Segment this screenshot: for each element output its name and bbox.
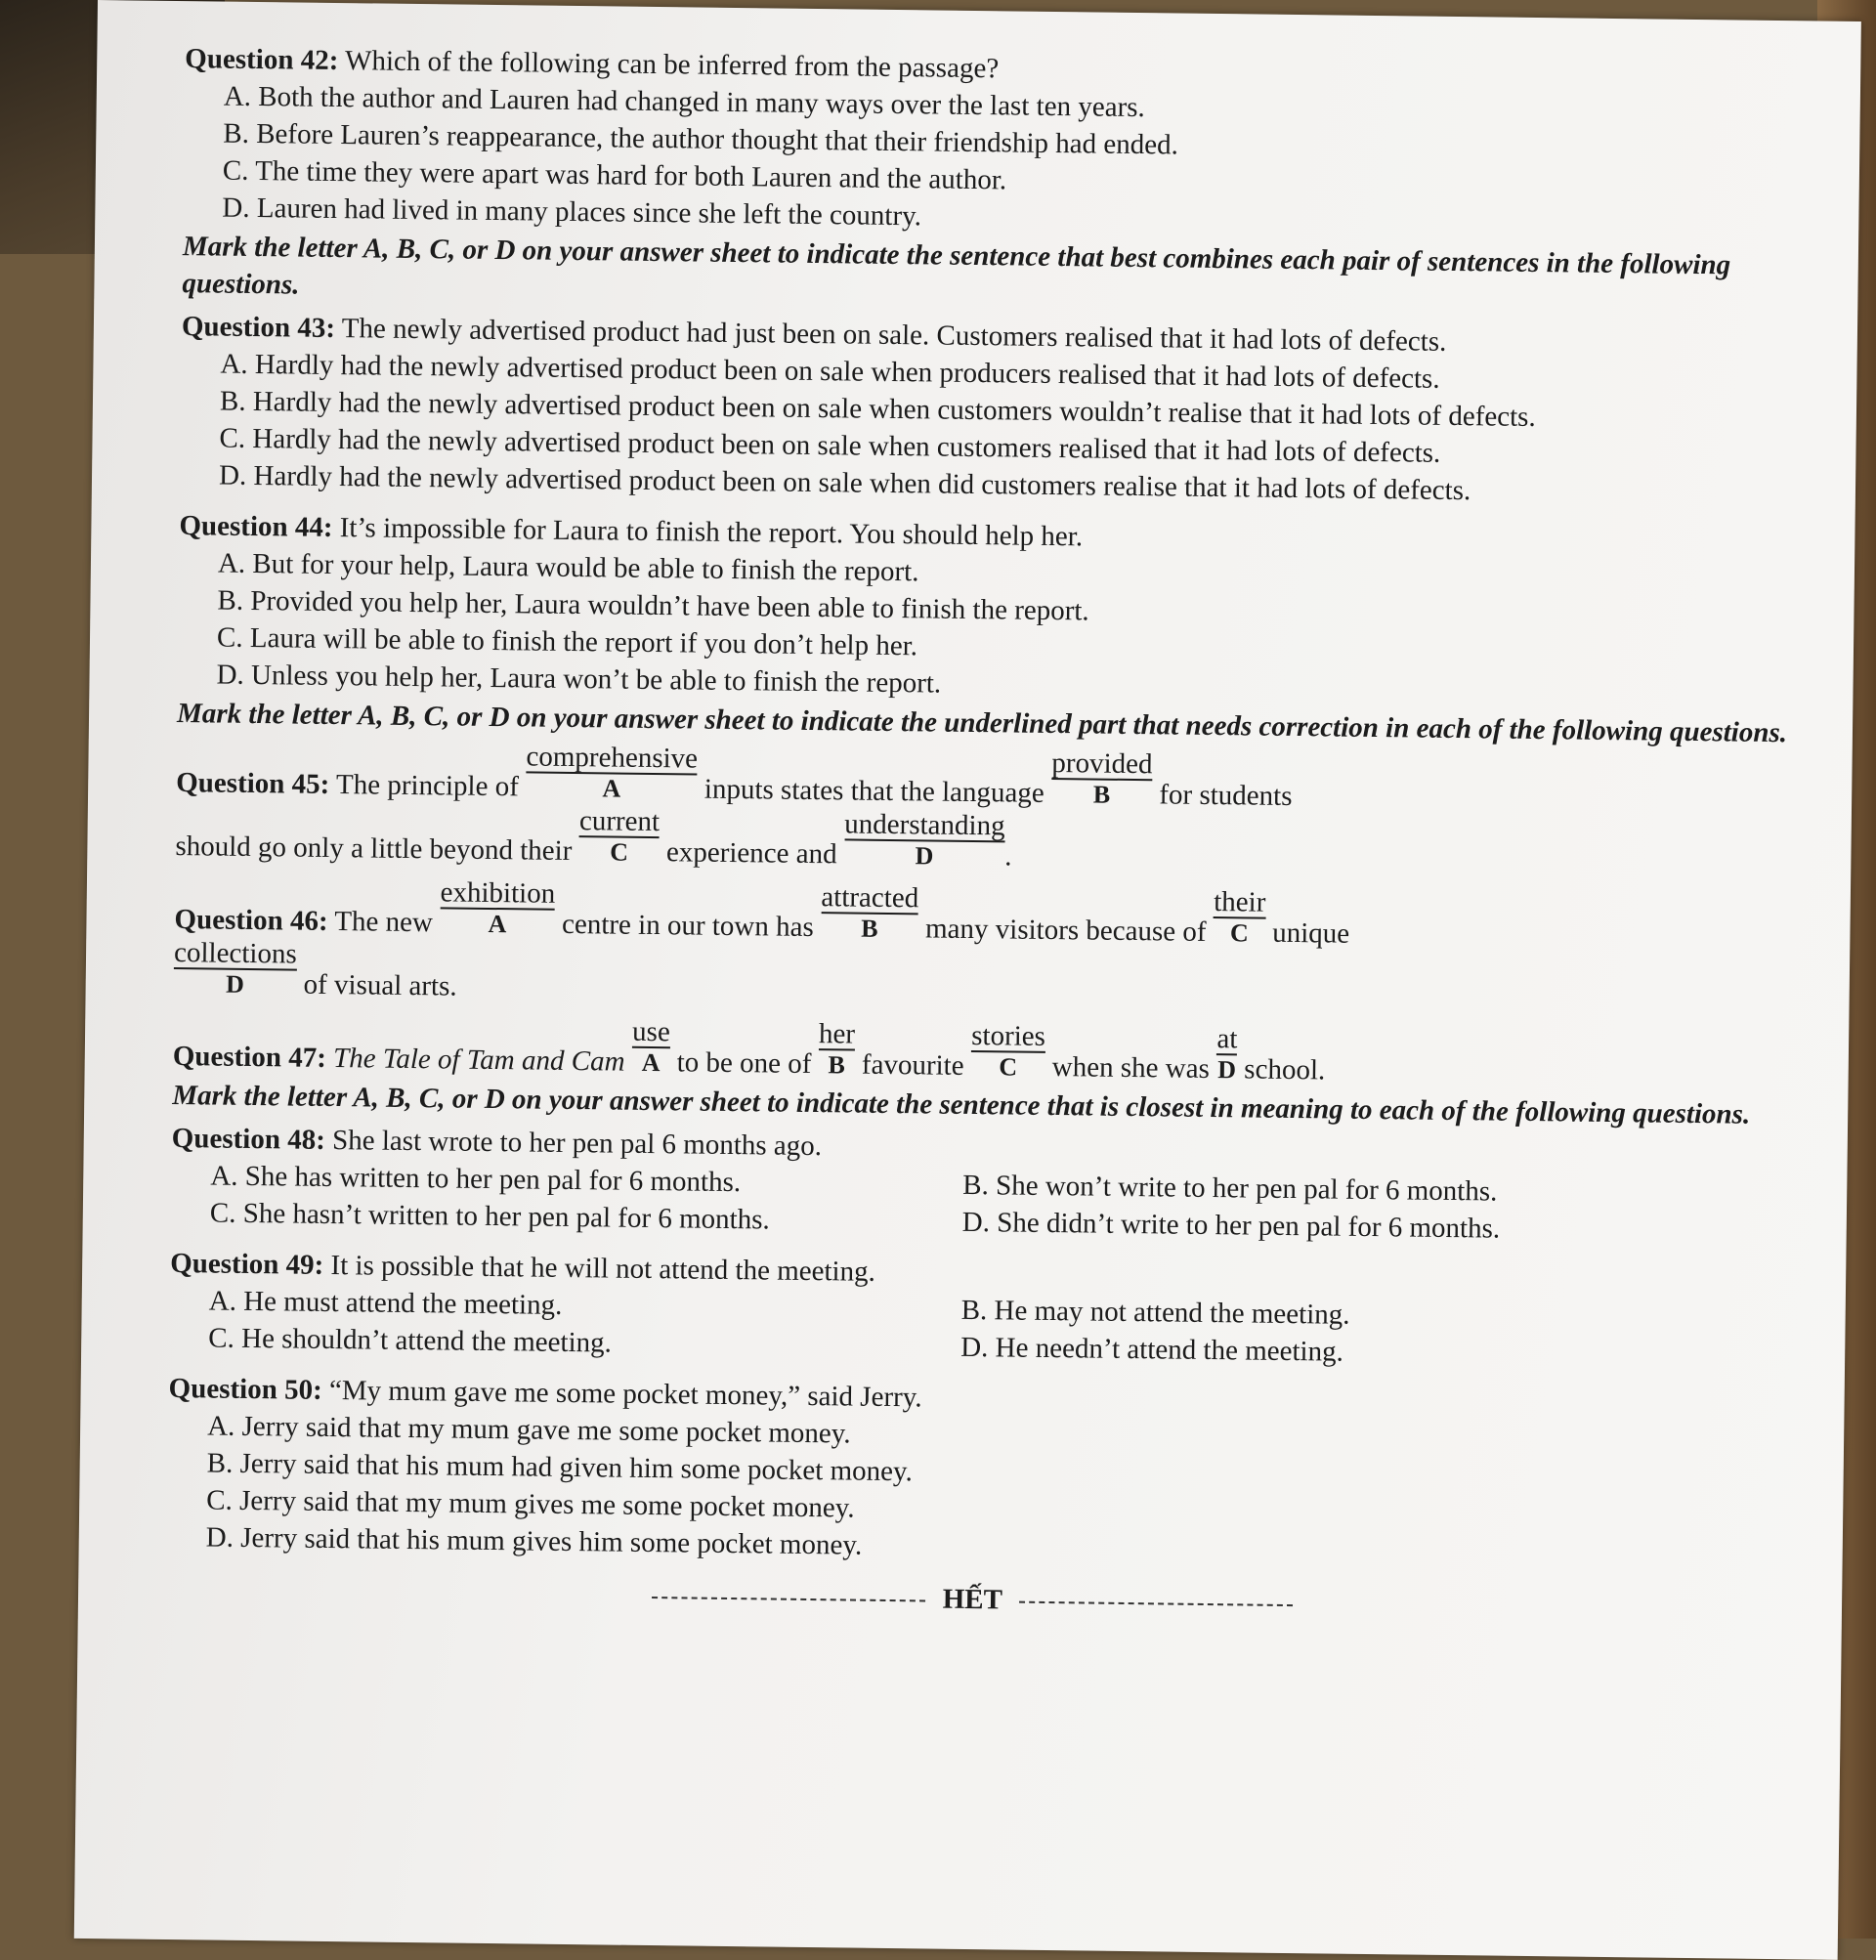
question-48 — [171, 1120, 1784, 1251]
underlined-word: her — [818, 1018, 856, 1050]
question-44-option-a: A. But for your help, Laura would be able to finish the report. — [217, 547, 919, 588]
underlined-word: provided — [1051, 746, 1153, 781]
question-49 — [169, 1245, 1782, 1376]
part-letter: A — [488, 909, 507, 939]
question-42-option-c: C. The time they were apart was hard for both Lauren and the author. — [222, 154, 1007, 196]
exam-content — [166, 40, 1797, 1628]
underlined-word: collections — [173, 937, 297, 970]
question-48-option-b: B. She won’t write to her pen pal for 6 months. — [962, 1169, 1498, 1208]
question-46-title: Question 46: — [174, 904, 328, 937]
end-dash-right — [1019, 1601, 1293, 1606]
question-45-text-5: experience and — [665, 836, 837, 871]
part-letter: C — [1229, 918, 1249, 948]
question-45-underlined-a — [526, 742, 698, 804]
instruction-correction: Mark the letter A, B, C, or D on your answer sheet to indicate the underlined part that needs correction in each of the following questions. — [176, 698, 1788, 749]
part-letter: C — [610, 837, 629, 867]
question-45-underlined-c — [578, 806, 660, 868]
exam-paper — [74, 0, 1861, 1960]
question-43-option-d: D. Hardly had the newly advertised product been on sale when did customers realise that it had lots of defects. — [218, 459, 1471, 507]
instruction-closest-meaning: Mark the letter A, B, C, or D on your answer sheet to indicate the sentence that is closest in meaning to each of the following questions. — [172, 1080, 1751, 1130]
question-43-option-c: C. Hardly had the newly advertised product been on sale when customers realised that it had lots of defects. — [219, 422, 1441, 469]
question-46-text-4: unique — [1272, 916, 1350, 950]
question-42-title: Question 42: — [185, 43, 339, 77]
question-43-stem: The newly advertised product had just been on sale. Customers realised that it had lots of defects. — [341, 313, 1447, 358]
question-46-text-1: The new — [334, 906, 434, 939]
question-46-underlined-b — [821, 882, 919, 944]
question-46-text-2: centre in our town has — [561, 908, 814, 944]
question-43-option-b: B. Hardly had the newly advertised product been on sale when customers wouldn’t realise that it had lots of defects. — [219, 385, 1536, 434]
underlined-word: current — [578, 805, 661, 838]
question-49-option-d: D. He needn’t attend the meeting. — [960, 1331, 1344, 1368]
question-50-stem: “My mum gave me some pocket money,” said Jerry. — [328, 1375, 922, 1414]
instruction-combine: Mark the letter A, B, C, or D on your answer sheet to indicate the sentence that best combines each pair of sentences in the following questions. — [182, 231, 1731, 301]
underlined-word: understanding — [844, 808, 1005, 842]
question-42-stem: Which of the following can be inferred from the passage? — [344, 45, 1000, 85]
question-49-stem: It is possible that he will not attend the meeting. — [330, 1250, 876, 1288]
question-47-text-1: The Tale of Tam and Cam — [332, 1043, 625, 1078]
end-text: HẾT — [942, 1583, 1002, 1616]
question-46-underlined-d — [174, 938, 297, 1001]
question-48-option-d: D. She didn’t write to her pen pal for 6 months. — [961, 1206, 1501, 1245]
question-45-title: Question 45: — [176, 767, 330, 800]
question-43 — [180, 308, 1794, 513]
question-49-option-b: B. He may not attend the meeting. — [960, 1294, 1350, 1331]
part-letter: B — [1092, 780, 1111, 809]
part-letter: C — [999, 1052, 1018, 1082]
question-45-text-6: . — [1004, 840, 1012, 873]
question-45-text-1: The principle of — [335, 769, 520, 803]
part-letter: A — [602, 774, 621, 803]
question-44-title: Question 44: — [179, 510, 333, 543]
part-letter: D — [915, 841, 934, 871]
end-marker — [166, 1571, 1778, 1628]
question-48-stem: She last wrote to her pen pal 6 months ago. — [331, 1125, 823, 1163]
question-45-underlined-d — [844, 809, 1005, 872]
question-45 — [175, 738, 1788, 884]
question-45-underlined-b — [1051, 748, 1153, 810]
question-50-option-b: B. Jerry said that his mum had given him some pocket money. — [206, 1447, 914, 1488]
part-letter: A — [641, 1047, 661, 1078]
question-47-underlined-a — [632, 1017, 670, 1078]
question-42-option-b: B. Before Lauren’s reappearance, the author thought that their friendship had ended. — [223, 117, 1179, 161]
question-50-option-d: D. Jerry said that his mum gives him some pocket money. — [205, 1521, 863, 1561]
question-50 — [167, 1370, 1781, 1575]
underlined-word: exhibition — [440, 876, 556, 910]
question-45-text-4: should go only a little beyond their — [175, 831, 573, 867]
end-dash-left — [652, 1597, 925, 1601]
part-letter: B — [828, 1050, 845, 1080]
question-47-underlined-d — [1216, 1024, 1238, 1085]
question-49-option-a: A. He must attend the meeting. — [208, 1285, 563, 1321]
question-44-option-b: B. Provided you help her, Laura wouldn’t have been able to finish the report. — [217, 584, 1089, 627]
question-47-text-4: when she was — [1051, 1051, 1211, 1085]
question-47-text-5: school. — [1244, 1053, 1326, 1087]
question-47-text-2: to be one of — [676, 1046, 812, 1081]
question-47-text-3: favourite — [861, 1048, 964, 1082]
question-44-option-c: C. Laura will be able to finish the report if you don’t help her. — [216, 621, 918, 662]
question-47-underlined-c — [971, 1021, 1045, 1083]
question-44-option-d: D. Unless you help her, Laura won’t be able to finish the report. — [216, 659, 942, 700]
question-49-option-c: C. He shouldn’t attend the meeting. — [208, 1322, 613, 1359]
question-42-option-a: A. Both the author and Lauren had changed in many ways over the last ten years. — [223, 80, 1145, 124]
question-48-option-a: A. She has written to her pen pal for 6 months. — [210, 1160, 742, 1199]
question-44 — [177, 507, 1791, 712]
underlined-word: use — [631, 1015, 671, 1048]
question-46-text-3: many visitors because of — [924, 913, 1207, 948]
underlined-word: their — [1214, 886, 1266, 918]
question-46-text-5: of visual arts. — [303, 968, 457, 1002]
underlined-word: comprehensive — [526, 741, 699, 775]
question-46 — [173, 874, 1786, 1021]
underlined-word: at — [1216, 1023, 1238, 1055]
underlined-word: stories — [971, 1020, 1046, 1052]
question-43-title: Question 43: — [181, 311, 336, 344]
question-50-option-a: A. Jerry said that my mum gave me some pocket money. — [206, 1410, 851, 1450]
question-47-title: Question 47: — [172, 1041, 327, 1074]
question-49-title: Question 49: — [170, 1248, 324, 1281]
question-47-underlined-b — [818, 1019, 855, 1080]
question-46-underlined-a — [440, 877, 555, 939]
question-50-option-c: C. Jerry said that my mum gives me some pocket money. — [206, 1484, 855, 1524]
question-45-text-2: inputs states that the language — [704, 773, 1045, 809]
question-42-option-d: D. Lauren had lived in many places since she left the country. — [222, 192, 922, 233]
question-50-title: Question 50: — [168, 1372, 322, 1406]
part-letter: D — [1217, 1055, 1237, 1085]
question-43-option-a: A. Hardly had the newly advertised product been on sale when producers realised that it had lots of defects. — [220, 348, 1440, 395]
question-46-underlined-c — [1214, 887, 1266, 949]
question-48-option-c: C. She hasn’t written to her pen pal for 6 months. — [209, 1197, 770, 1236]
question-42 — [183, 40, 1797, 245]
question-44-stem: It’s impossible for Laura to finish the report. You should help her. — [339, 512, 1084, 553]
part-letter: B — [861, 914, 878, 943]
underlined-word: attracted — [821, 881, 919, 915]
question-45-text-3: for students — [1159, 779, 1293, 812]
part-letter: D — [225, 969, 245, 999]
question-48-title: Question 48: — [171, 1123, 326, 1156]
